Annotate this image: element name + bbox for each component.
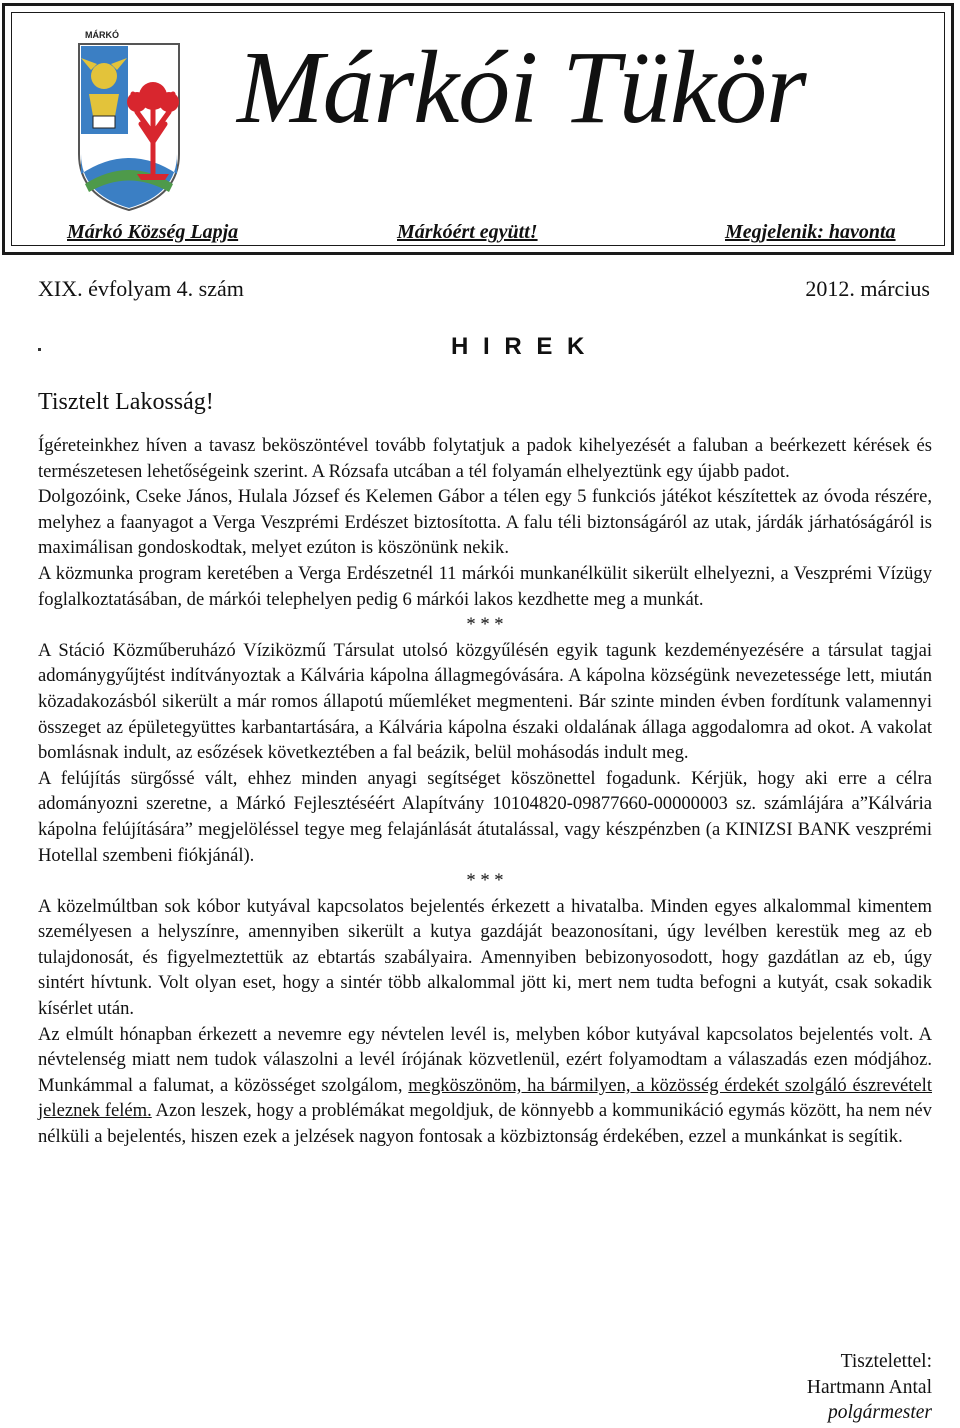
paragraph-text: Azon leszek, hogy a problémákat megoldjuk, de könnyebb a kommunikáció egymás között, ha nem név nélküli a bejelentés, hiszen ezek a jelzések nagyon fontosak a közbiztonság érdekében, ezzel a munkánkat is segítik.	[38, 1100, 932, 1148]
paragraph: A közelmúltban sok kóbor kutyával kapcsolatos bejelentés érkezett a hivatalba. Minden egyes alkalommal kimentem személyesen a helyszínre, amennyiben sikerült a kutya gazdáját beazonosítani, úgy levélben kerestük meg az eb tulajdonosát, és figyelmeztettük az ebtartás szabályaira. Amennyiben bebizonyosodott, hogy gazdátlan az eb, úgy sintért hívtunk. Volt olyan eset, hogy a sintér több alkalommal jött ki, mert nem tudta befogni a kutyát, csak sokadik kísérlet után.	[38, 895, 932, 1020]
paragraph: A Stáció Közműberuházó Víziközmű Társulat utolsó közgyűlésén egyik tagunk kezdeményezésére a társulat tagjai adománygyűjtést indítványoztak a Kálvária kápolna állagmegóvására. A kápolna községünk nevezetessége lett, miután közadakozásból sikerült a már romos állapotú műemléket megmenteni. Bár szinte minden évben fordítunk valamennyi összeget az épületegyüttes karbantartására, a Kálvária kápolna északi oldalának állaga aggodalomra ad okot. A vakolat bomlásnak indult, az esőzések következtében a fal beázik, belül mohásodás indult meg.	[38, 639, 932, 764]
tagline-publication: Márkó Község Lapja	[67, 221, 239, 243]
signature-role: polgármester	[828, 1402, 932, 1423]
svg-text:MÁRKÓ: MÁRKÓ	[85, 30, 119, 40]
greeting: Tisztelt Lakosság!	[38, 389, 214, 415]
article-body	[38, 433, 932, 1150]
signature-name: Hartmann Antal	[806, 1376, 932, 1398]
paragraph	[38, 1022, 932, 1150]
underlined-text: megköszönöm, ha bármilyen, a közösség érdekét szolgáló észrevételt jeleznek felém.	[38, 1074, 932, 1122]
tagline-frequency: Megjelenik: havonta	[725, 221, 896, 243]
tagline-motto: Márkóért együtt!	[397, 221, 538, 243]
paragraph: Dolgozóink, Cseke János, Hulala József és Kelemen Gábor a télen egy 5 funkciós játékot készítettek az óvoda részére, melyhez a faanyagot a Verga Veszprémi Erdészet biztosította. A falu téli biztonságáról az utak, járdák járhatóságáról is maximálisan gondoskodtak, melyet ezúton is köszönünk nekik.	[38, 486, 932, 559]
paragraph-text: Az elmúlt hónapban érkezett a nevemre egy névtelen levél is, melyben kóbor kutyával kapcsolatos bejelentés volt. A névtelenség miatt nem tudok válaszolni a levél írójának közvetlenül, ezért folyamodtam a válaszadás ezen módjához. Munkámmal a falumat, a közösséget szolgálom,	[38, 1023, 932, 1096]
issue-volume: XIX. évfolyam 4. szám	[38, 276, 244, 301]
issue-date: 2012. március	[805, 276, 930, 301]
paragraph: A közmunka program keretében a Verga Erdészetnél 11 márkói munkanélkülit sikerült elhelyezni, a Veszprémi Vízügy foglalkoztatásában, de márkói telephelyen pedig 6 márkói lakos kezdhette meg a munkát.	[38, 562, 932, 610]
masthead	[2, 3, 954, 255]
newspaper-title: Márkói Tükör	[237, 30, 806, 145]
stray-dot	[38, 348, 41, 351]
paragraph: A felújítás sürgőssé vált, ehhez minden anyagi segítséget köszönettel fogadunk. Kérjük, hogy aki erre a célra adományozni szeretne, a Márkó Fejlesztéséért Alapítvány 10104820-09877660-00000003 sz. számlájára a”Kálvária kápolna felújítására” megjelöléssel tegye meg felajánlását átutalással, vagy készpénzben (a KINIZSI BANK veszprémi Hotellal szembeni fiókjánál).	[38, 767, 932, 866]
coat-of-arms-logo	[75, 24, 183, 214]
signature-block	[807, 1349, 932, 1426]
signature-closing: Tisztelettel:	[840, 1351, 932, 1372]
section-title: H I R E K	[451, 333, 589, 360]
section-separator: * * *	[466, 870, 504, 892]
paragraph: Ígéreteinkhez híven a tavasz beköszöntével tovább folytatjuk a padok kihelyezését a faluban a beérkezett kérések és természetesen lehetőségeink szerint. A Rózsafa utcában a tél folyamán elhelyeztünk egy újabb padot.	[38, 435, 932, 482]
section-separator: * * *	[466, 614, 504, 636]
